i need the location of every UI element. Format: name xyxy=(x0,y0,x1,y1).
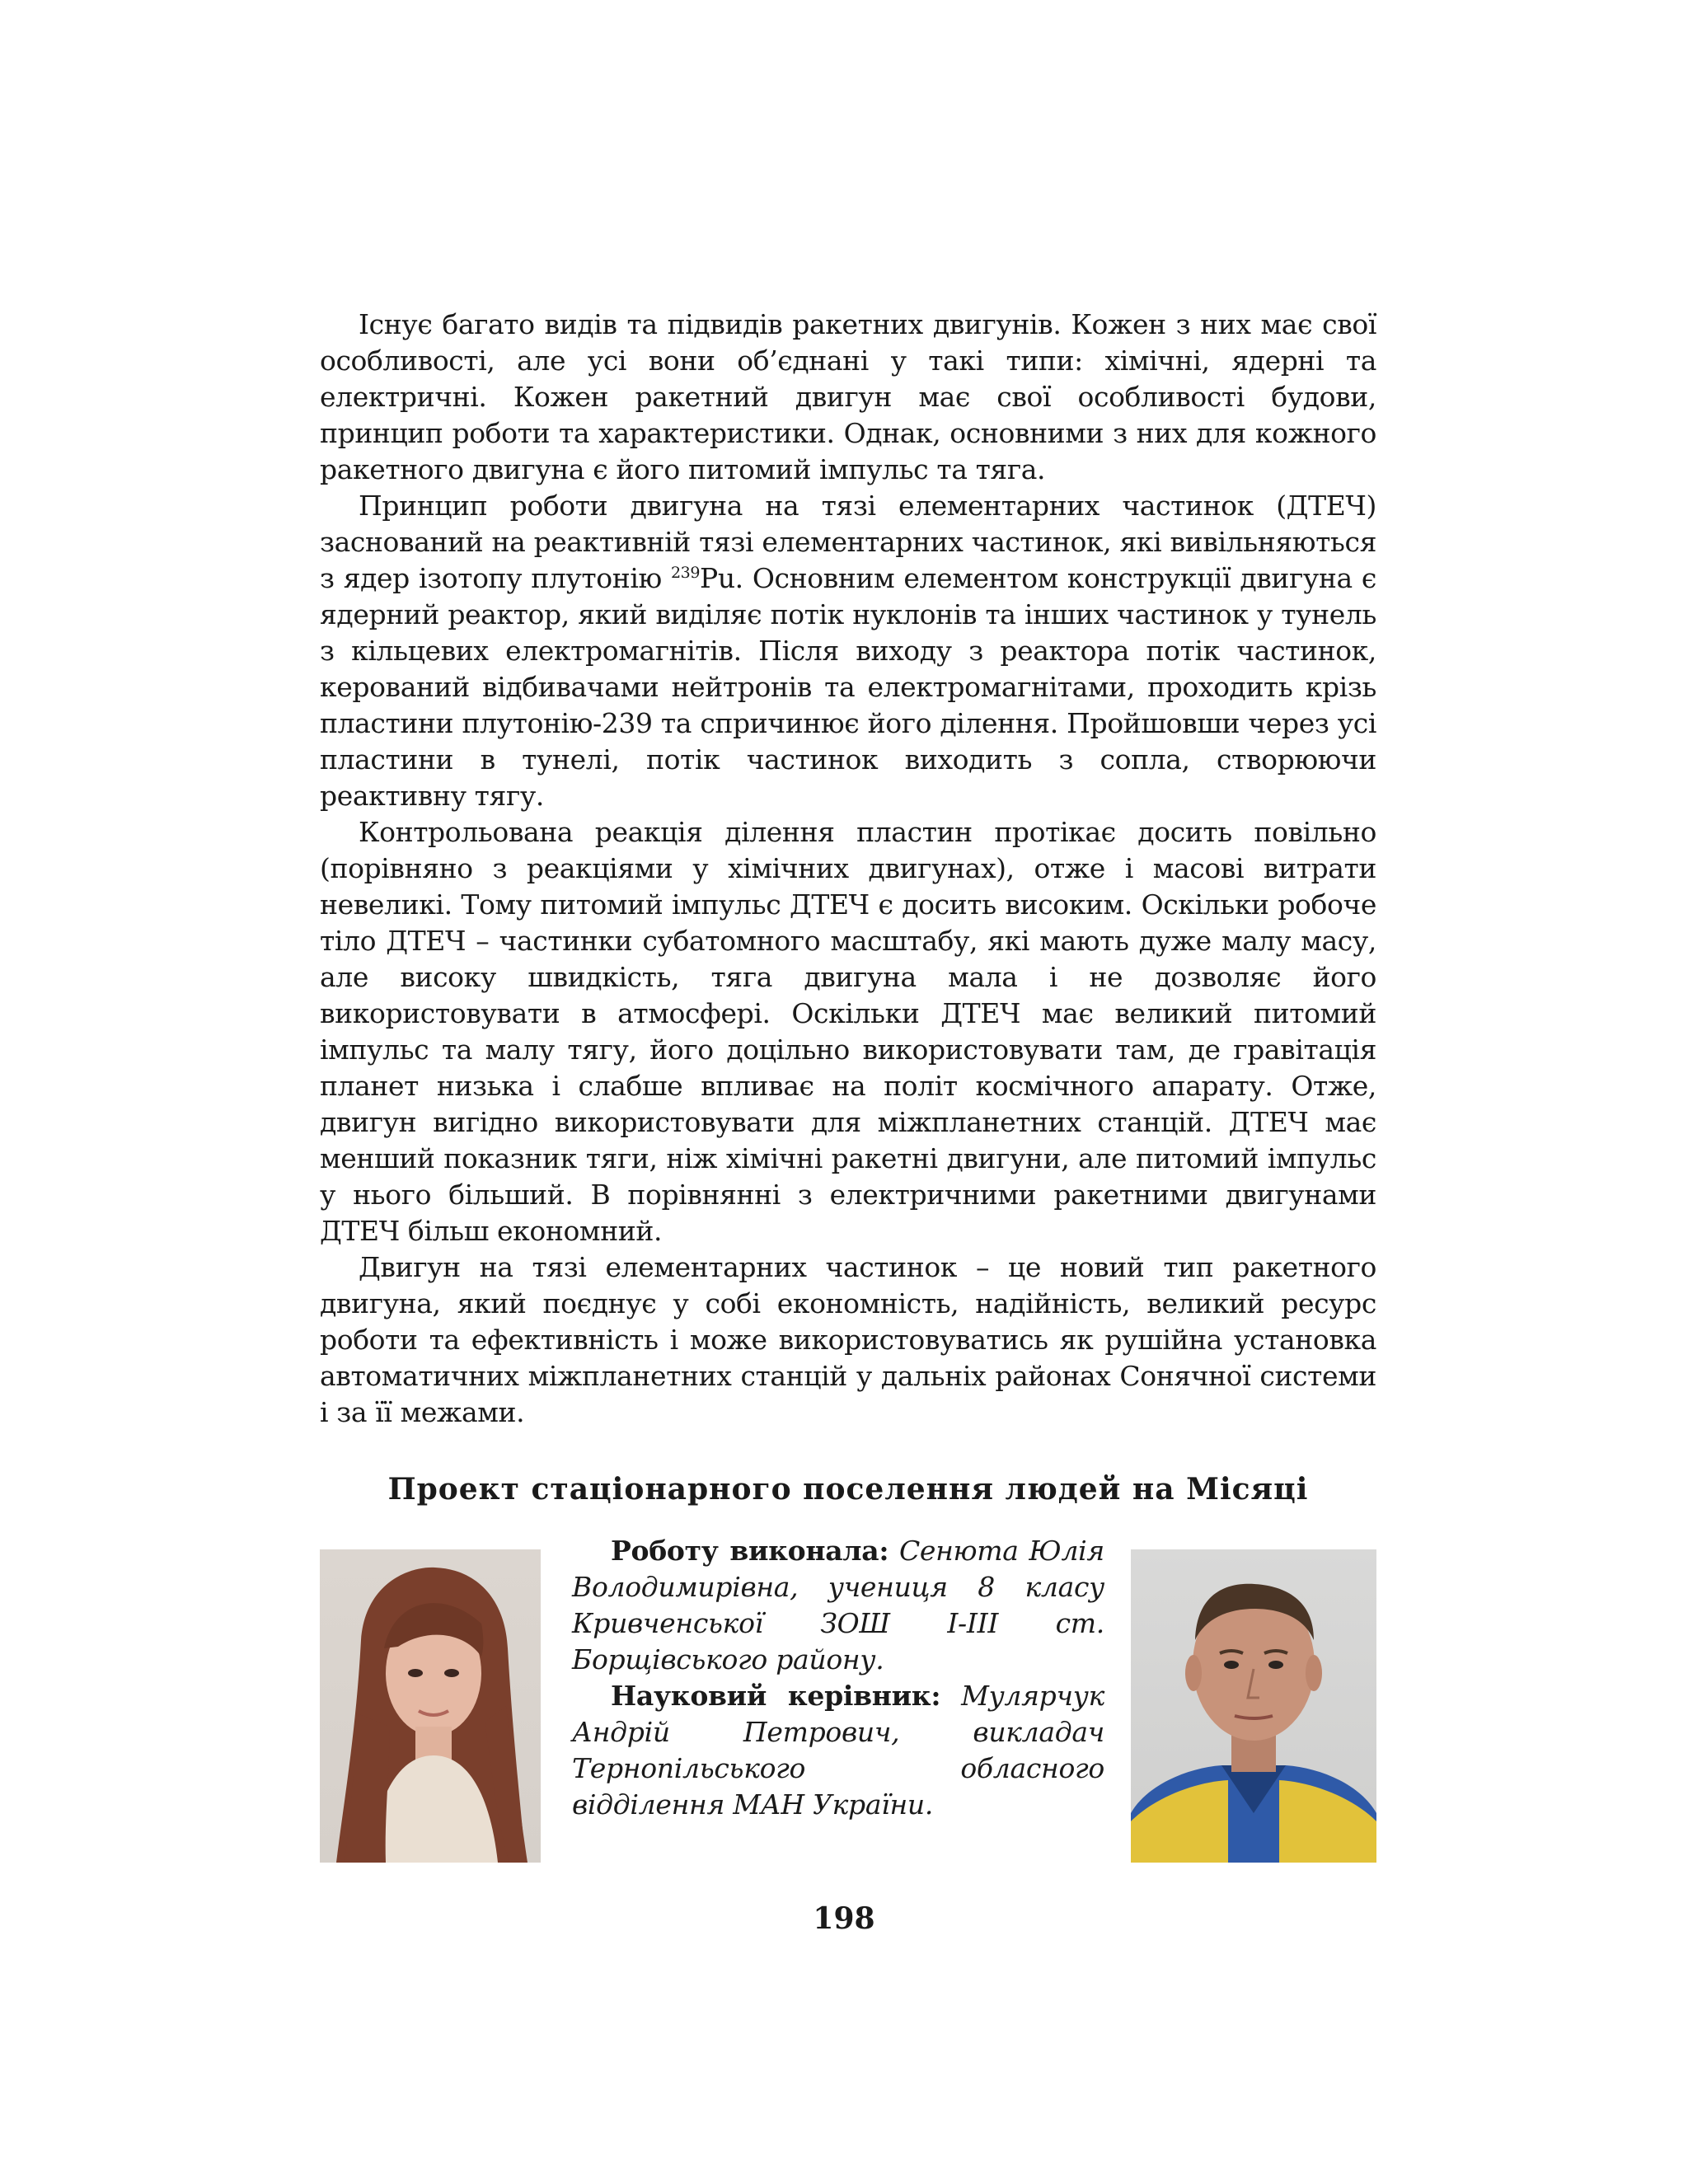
section-title: Проект стаціонарного поселення людей на Місяці xyxy=(387,1472,1309,1507)
student-photo xyxy=(320,1549,541,1863)
author-value: Сенюта Юлія Володимирівна, учениця 8 класу Кривченської ЗОШ І-ІІІ ст. Борщівського району. xyxy=(572,1535,1104,1675)
paragraph-2 xyxy=(320,488,1376,814)
supervisor-label: Науковий керівник: xyxy=(611,1680,941,1712)
main-text xyxy=(320,307,1376,1431)
page-number: 198 xyxy=(813,1901,875,1936)
paragraph-1: Існує багато видів та підвидів ракетних двигунів. Кожен з них має свої особливості, але усі вони об’єднані у такі типи: хімічні, ядерні та електричні. Кожен ракетний двигун має свої особливості будови, принцип роботи та характеристики. Однак, основними з них для кожного ракетного двигуна є його питомий імпульс та тяга. xyxy=(320,308,1376,485)
portrait-photo-male-icon xyxy=(1131,1549,1376,1863)
supervisor-value: Мулярчук Андрій Петрович, викладач Тернопільського обласного відділення МАН України. xyxy=(572,1680,1104,1821)
isotope-mass-number: 239 xyxy=(670,564,701,582)
paragraph-2-part-b: Pu. Основним елементом конструкції двигуна є ядерний реактор, який виділяє потік нуклонів та інших частинок у тунель з кільцевих електромагнітів. Після виходу з реактора потік частинок, керований відбивачами нейтронів та електромагнітами, проходить крізь пластини плутонію-239 та спричинює його ділення. Пройшовши через усі пластини в тунелі, потік частинок виходить з сопла, створюючи реактивну тягу. xyxy=(320,562,1376,812)
author-label: Роботу виконала: xyxy=(611,1535,889,1567)
paragraph-3: Контрольована реакція ділення пластин протікає досить повільно (порівняно з реакціями у хімічних двигунах), отже і масові витрати невеликі. Тому питомий імпульс ДТЕЧ є досить високим. Оскільки робоче тіло ДТЕЧ – частинки субатомного масштабу, які мають дуже малу масу, але високу швидкість, тяга двигуна мала і не дозволяє його використовувати в атмосфері. Оскільки ДТЕЧ має великий питомий імпульс та малу тягу, його доцільно використовувати там, де гравітація планет низька і слабше впливає на політ космічного апарату. Отже, двигун вигідно використовувати для міжпланетних станцій. ДТЕЧ має менший показник тяги, ніж хімічні ракетні двигуни, але питомий імпульс у нього більший. В порівнянні з електричними ракетними двигунами ДТЕЧ більш економний. xyxy=(320,816,1376,1247)
paragraph-2-part-a: Принцип роботи двигуна на тязі елементарних частинок (ДТЕЧ) заснований на реактивній тязі елементарних частинок, які вивільняються з ядер ізотопу плутонію xyxy=(320,490,1376,594)
author-line xyxy=(572,1533,1104,1678)
supervisor-line xyxy=(572,1678,1104,1823)
paragraph-4: Двигун на тязі елементарних частинок – це новий тип ракетного двигуна, який поєднує у собі економність, надійність, великий ресурс роботи та ефективність і може використовуватись як рушійна установка автоматичних міжпланетних станцій у дальніх районах Сонячної системи і за її межами. xyxy=(320,1251,1376,1428)
supervisor-photo xyxy=(1131,1549,1376,1863)
project-credits xyxy=(572,1533,1104,1823)
portrait-photo-female-icon xyxy=(320,1549,541,1863)
